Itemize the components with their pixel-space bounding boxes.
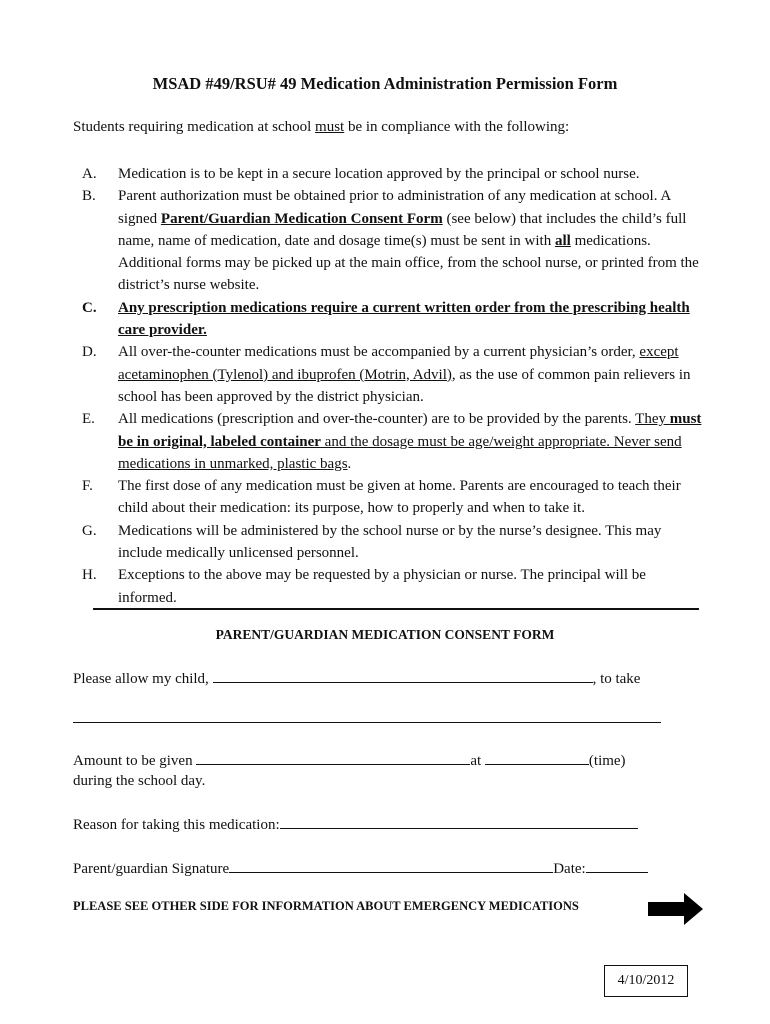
time-field[interactable]	[485, 750, 589, 765]
reason-field[interactable]	[280, 814, 638, 829]
revision-date-box: 4/10/2012	[604, 965, 688, 997]
signature-line: Parent/guardian Signature Date:	[73, 858, 648, 878]
list-item: F. The first dose of any medication must be given at home. Parents are encouraged to teach their child about their medication: its purpose, how to properly and when to take it.	[82, 478, 681, 517]
emergency-medications-note: PLEASE SEE OTHER SIDE FOR INFORMATION ABOUT EMERGENCY MEDICATIONS	[73, 899, 579, 913]
list-item: G. Medications will be administered by the school nurse or by the nurse’s designee. This may include medically unlicensed personnel.	[82, 522, 662, 562]
reason-line: Reason for taking this medication:	[73, 814, 638, 834]
list-item: H. Exceptions to the above may be requested by a physician or nurse. The principal will be informed.	[82, 567, 646, 606]
signature-field[interactable]	[229, 858, 553, 873]
requirements-list	[82, 163, 702, 609]
child-name-field[interactable]	[213, 668, 593, 683]
must-emphasis: must	[315, 119, 345, 135]
consent-form-title: PARENT/GUARDIAN MEDICATION CONSENT FORM	[215, 627, 555, 642]
list-item: E. All medications (prescription and over-the-counter) are to be provided by the parents. They must be in original, labeled container and the dosage must be age/weight appropriate. Never send medications in unmarked, plastic bags.	[82, 411, 702, 472]
form-title: MSAD #49/RSU# 49 Medication Administration Permission Form	[152, 74, 618, 93]
intro-text: Students requiring medication at school must be in compliance with the following:	[73, 119, 570, 135]
list-item: D. All over-the-counter medications must be accompanied by a current physician’s order, except acetaminophen (Tylenol) and ibuprofen (Motrin, Advil), as the use of common pain relievers in school has been approved by the district physician.	[82, 344, 691, 405]
medication-name-field[interactable]	[73, 722, 661, 723]
list-item: C. Any prescription medications require a current written order from the prescribing health care provider.	[82, 299, 690, 339]
list-item: A. Medication is to be kept in a secure location approved by the principal or school nurse.	[82, 166, 640, 182]
right-arrow-icon	[648, 892, 704, 926]
consent-form-reference: Parent/Guardian Medication Consent Form	[160, 210, 443, 227]
amount-field[interactable]	[196, 750, 470, 765]
list-item: B. Parent authorization must be obtained prior to administration of any medication at school. A signed Parent/Guardian Medication Consent Form (see below) that includes the child’s full name, name of medication, date and dosage time(s) must be sent in with all medications. Additional forms may be picked up at the main office, from the school nurse, or printed from the district’s nurse website.	[82, 188, 699, 294]
amount-line: Amount to be given at (time)	[73, 750, 626, 770]
during-text: during the school day.	[73, 773, 206, 789]
section-divider	[93, 608, 699, 610]
date-field[interactable]	[586, 858, 648, 873]
child-line: Please allow my child, , to take	[73, 668, 640, 688]
